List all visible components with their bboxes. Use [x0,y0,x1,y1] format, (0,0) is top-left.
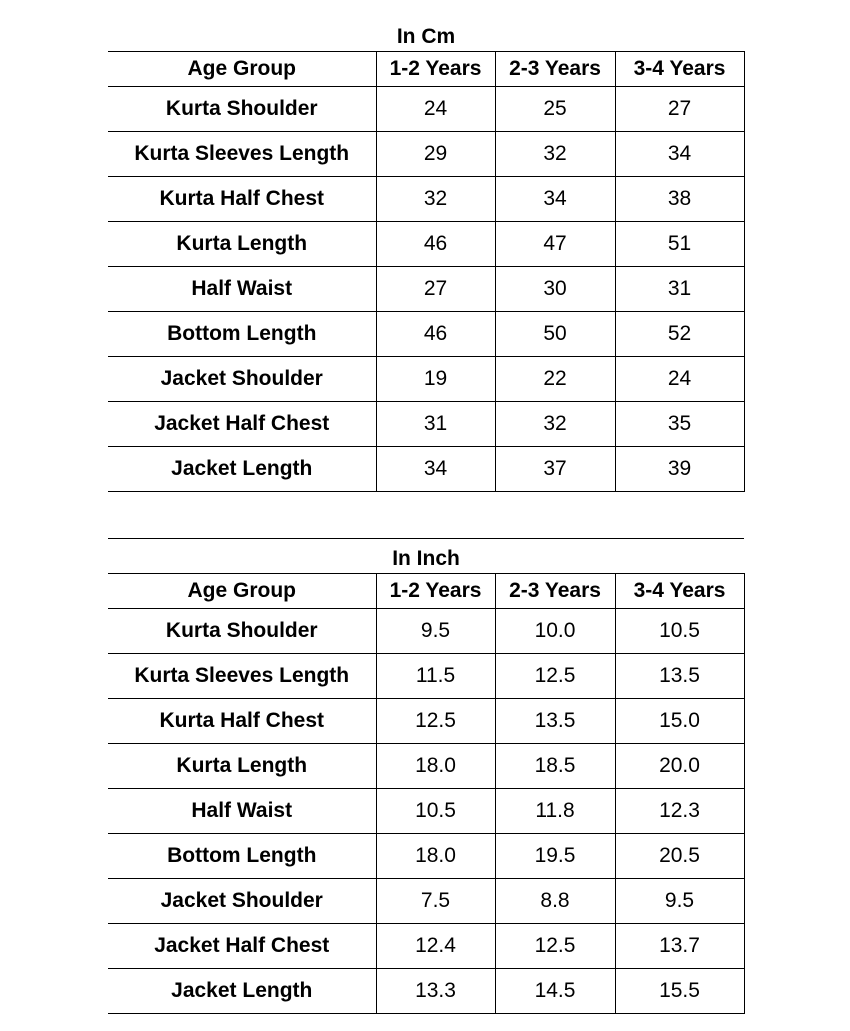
value-2-3-years: 12.5 [495,924,615,969]
table-row [108,132,744,177]
value-2-3-years: 32 [495,402,615,447]
row-label: Bottom Length [108,312,376,357]
row-label: Kurta Half Chest [108,177,376,222]
column-header-2-3-years: 2-3 Years [495,574,615,609]
value-1-2-years: 24 [376,87,495,132]
value-3-4-years: 39 [615,447,744,492]
row-label: Kurta Sleeves Length [108,654,376,699]
row-label: Jacket Shoulder [108,357,376,402]
value-2-3-years: 8.8 [495,879,615,924]
column-header-age-group: Age Group [108,52,376,87]
value-1-2-years: 19 [376,357,495,402]
column-header-1-2-years: 1-2 Years [376,574,495,609]
value-3-4-years: 20.0 [615,744,744,789]
value-3-4-years: 34 [615,132,744,177]
table-row [108,834,744,879]
value-3-4-years: 13.7 [615,924,744,969]
value-1-2-years: 46 [376,312,495,357]
row-label: Jacket Half Chest [108,402,376,447]
value-3-4-years: 15.0 [615,699,744,744]
table-body-cm [108,87,744,492]
table-row [108,789,744,834]
value-3-4-years: 24 [615,357,744,402]
value-3-4-years: 9.5 [615,879,744,924]
value-1-2-years: 7.5 [376,879,495,924]
row-label: Jacket Shoulder [108,879,376,924]
table-row [108,879,744,924]
value-1-2-years: 29 [376,132,495,177]
row-label: Kurta Sleeves Length [108,132,376,177]
value-2-3-years: 34 [495,177,615,222]
row-label: Jacket Half Chest [108,924,376,969]
table-row [108,609,744,654]
size-chart-inch-table [108,538,745,1014]
value-3-4-years: 35 [615,402,744,447]
value-1-2-years: 31 [376,402,495,447]
table-row [108,654,744,699]
row-label: Kurta Length [108,744,376,789]
value-2-3-years: 22 [495,357,615,402]
table-row [108,402,744,447]
value-2-3-years: 37 [495,447,615,492]
row-label: Kurta Shoulder [108,609,376,654]
row-label: Kurta Shoulder [108,87,376,132]
value-3-4-years: 52 [615,312,744,357]
row-label: Kurta Half Chest [108,699,376,744]
value-1-2-years: 11.5 [376,654,495,699]
column-header-2-3-years: 2-3 Years [495,52,615,87]
value-2-3-years: 32 [495,132,615,177]
table-row [108,222,744,267]
value-3-4-years: 38 [615,177,744,222]
column-header-3-4-years: 3-4 Years [615,574,744,609]
value-3-4-years: 27 [615,87,744,132]
value-1-2-years: 12.5 [376,699,495,744]
table-row [108,744,744,789]
column-header-3-4-years: 3-4 Years [615,52,744,87]
value-1-2-years: 10.5 [376,789,495,834]
table-row [108,969,744,1014]
value-1-2-years: 34 [376,447,495,492]
value-3-4-years: 13.5 [615,654,744,699]
value-2-3-years: 11.8 [495,789,615,834]
value-1-2-years: 46 [376,222,495,267]
header-row [108,574,744,609]
table-row [108,699,744,744]
value-3-4-years: 31 [615,267,744,312]
value-1-2-years: 27 [376,267,495,312]
value-2-3-years: 10.0 [495,609,615,654]
table-row [108,447,744,492]
value-1-2-years: 32 [376,177,495,222]
table-row [108,924,744,969]
row-label: Jacket Length [108,969,376,1014]
column-header-1-2-years: 1-2 Years [376,52,495,87]
size-chart-cm-table [108,16,745,492]
value-2-3-years: 13.5 [495,699,615,744]
table-title-cm: In Cm [108,16,744,52]
table-body-inch [108,609,744,1014]
table-row [108,267,744,312]
value-3-4-years: 51 [615,222,744,267]
value-2-3-years: 18.5 [495,744,615,789]
value-1-2-years: 13.3 [376,969,495,1014]
value-2-3-years: 25 [495,87,615,132]
value-3-4-years: 10.5 [615,609,744,654]
value-2-3-years: 47 [495,222,615,267]
value-3-4-years: 12.3 [615,789,744,834]
value-2-3-years: 50 [495,312,615,357]
value-2-3-years: 19.5 [495,834,615,879]
table-row [108,87,744,132]
row-label: Half Waist [108,267,376,312]
row-label: Kurta Length [108,222,376,267]
table-row [108,357,744,402]
value-2-3-years: 12.5 [495,654,615,699]
value-2-3-years: 30 [495,267,615,312]
column-header-age-group: Age Group [108,574,376,609]
table-row [108,312,744,357]
header-row [108,52,744,87]
row-label: Jacket Length [108,447,376,492]
value-2-3-years: 14.5 [495,969,615,1014]
table-row [108,177,744,222]
value-3-4-years: 15.5 [615,969,744,1014]
value-1-2-years: 9.5 [376,609,495,654]
row-label: Half Waist [108,789,376,834]
value-1-2-years: 12.4 [376,924,495,969]
table-title-inch: In Inch [108,539,744,574]
value-1-2-years: 18.0 [376,744,495,789]
value-1-2-years: 18.0 [376,834,495,879]
row-label: Bottom Length [108,834,376,879]
value-3-4-years: 20.5 [615,834,744,879]
